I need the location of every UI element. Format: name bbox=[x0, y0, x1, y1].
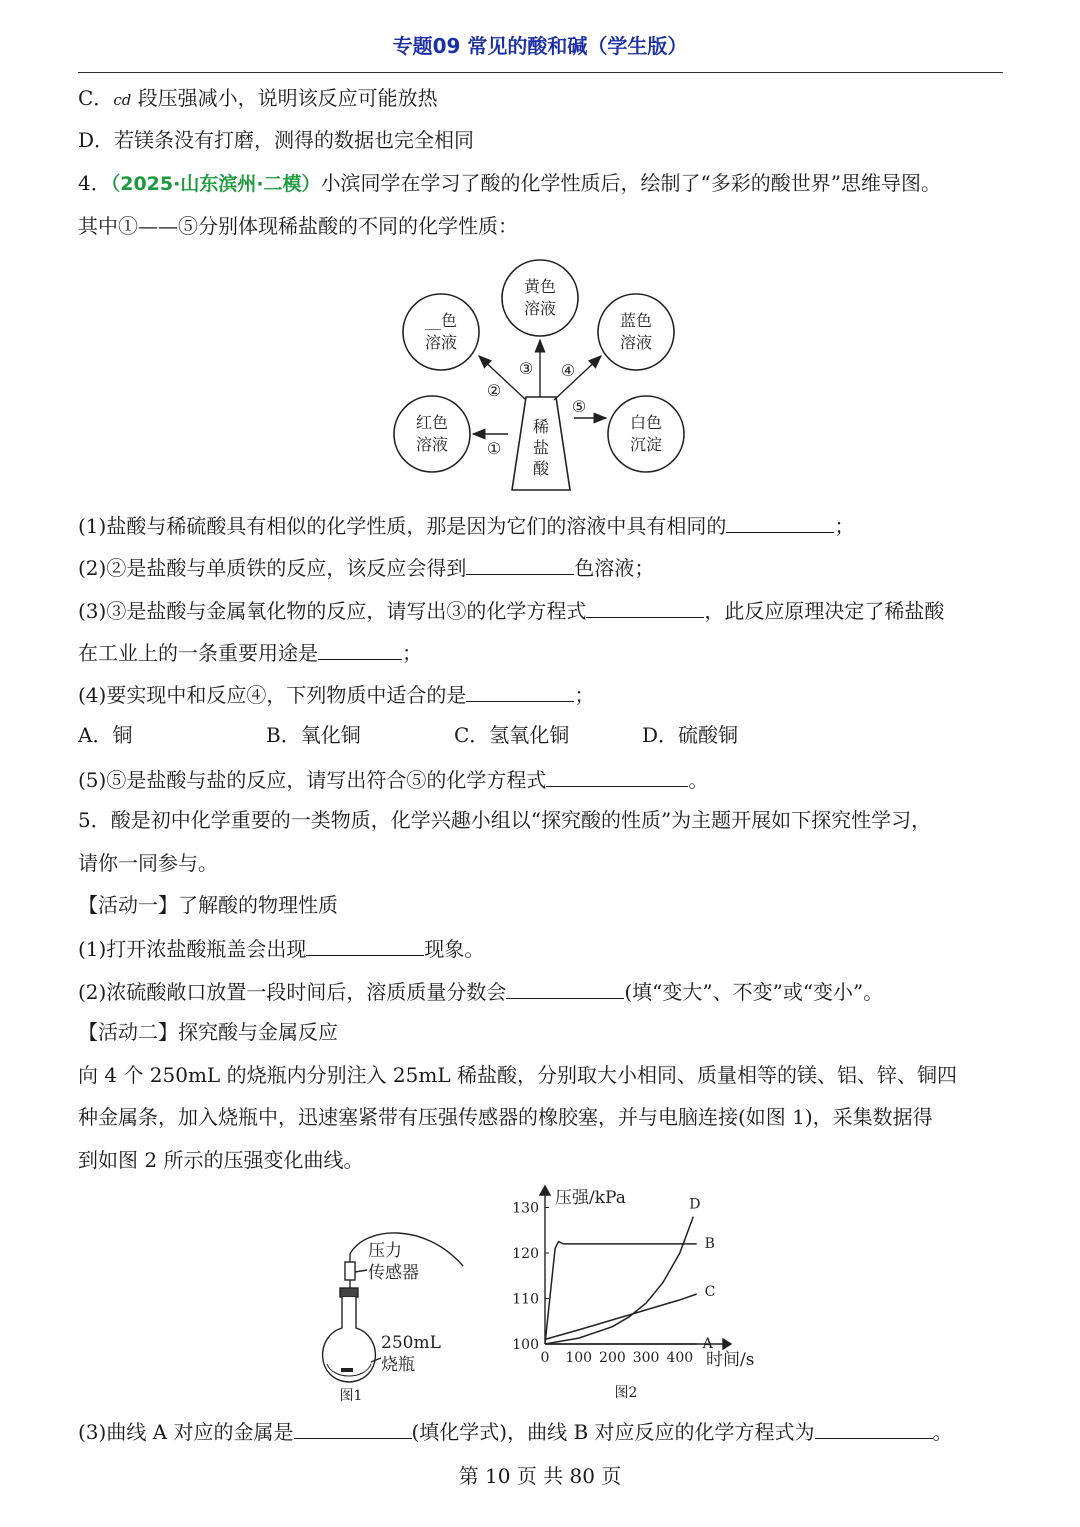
red-label-2: 溶液 bbox=[415, 435, 449, 454]
figure-2-pressure-chart bbox=[505, 1183, 770, 1405]
page-footer: 第 10 页 共 80 页 bbox=[458, 1464, 622, 1488]
x-tick-label: 400 bbox=[666, 1350, 694, 1366]
circle-blue bbox=[598, 294, 674, 370]
choice-d[interactable]: D．硫酸铜 bbox=[642, 723, 739, 747]
header-divider bbox=[78, 72, 1003, 73]
q4-part4-options bbox=[78, 721, 978, 749]
answer-blank[interactable] bbox=[466, 679, 574, 702]
q5-part2: (2)浓硫酸敞口放置一段时间后，溶质质量分数会 (填“变大”、不变”或“变小”。 bbox=[78, 976, 883, 1006]
q4-part2: (2)②是盐酸与单质铁的反应，该反应会得到 色溶液； bbox=[78, 552, 654, 582]
answer-blank[interactable] bbox=[318, 637, 402, 660]
sensor-cable bbox=[350, 1233, 463, 1266]
flask-label-2: 烧瓶 bbox=[381, 1355, 415, 1375]
figure-1-apparatus bbox=[305, 1222, 475, 1407]
activity-two-heading: 【活动二】探究酸与金属反应 bbox=[78, 1020, 338, 1044]
x-tick-label: 100 bbox=[565, 1350, 593, 1366]
circle-white bbox=[608, 396, 684, 472]
curve-label-b: B bbox=[704, 1235, 715, 1252]
q4-part5: (5)⑤是盐酸与盐的反应，请写出符合⑤的化学方程式 。 bbox=[78, 764, 708, 794]
answer-blank[interactable] bbox=[506, 976, 624, 999]
x-axis-arrowhead bbox=[723, 1339, 731, 1349]
y-tick-label: 100 bbox=[512, 1337, 539, 1353]
choice-a[interactable]: A．铜 bbox=[78, 723, 133, 747]
center-char-3: 酸 bbox=[532, 459, 550, 478]
q4-part3-cont: 在工业上的一条重要用途是 ； bbox=[78, 637, 422, 667]
pressure-sensor bbox=[345, 1262, 355, 1280]
mind-map-diagram bbox=[380, 250, 700, 500]
arrow-4-label: ④ bbox=[560, 361, 576, 380]
circle-blank bbox=[403, 294, 479, 370]
answer-blank[interactable] bbox=[466, 552, 574, 575]
q4-part4: (4)要实现中和反应④，下列物质中适合的是 ； bbox=[78, 679, 594, 709]
answer-blank[interactable] bbox=[294, 1416, 412, 1439]
curve-label-a: A bbox=[702, 1336, 713, 1352]
x-axis-label: 时间/s bbox=[706, 1350, 755, 1370]
rubber-stopper bbox=[340, 1288, 358, 1297]
center-char-2: 盐 bbox=[532, 438, 550, 457]
choice-b[interactable]: B．氧化铜 bbox=[266, 723, 361, 747]
curve-b bbox=[545, 1242, 697, 1344]
q4-part3: (3)③是盐酸与金属氧化物的反应，请写出③的化学方程式 ，此反应原理决定了稀盐酸 bbox=[78, 595, 944, 625]
answer-blank[interactable] bbox=[726, 510, 834, 533]
sensor-leader bbox=[355, 1270, 367, 1272]
curve-c bbox=[545, 1294, 697, 1339]
arrow-3-label: ③ bbox=[518, 359, 534, 378]
answer-blank[interactable] bbox=[815, 1416, 933, 1439]
arrow-2-label: ② bbox=[486, 381, 502, 400]
curve-label-c: C bbox=[704, 1283, 716, 1300]
experiment-text-line2: 种金属条，加入烧瓶中，迅速塞紧带有压强传感器的橡胶塞，并与电脑连接(如图 1)，采集数据得 bbox=[78, 1105, 933, 1129]
activity-one-heading: 【活动一】了解酸的物理性质 bbox=[78, 893, 338, 917]
y-axis-label: 压强/kPa bbox=[555, 1188, 626, 1208]
white-label-1: 白色 bbox=[629, 413, 663, 432]
arrow-5-label: ⑤ bbox=[571, 397, 587, 416]
circle-yellow bbox=[502, 260, 578, 336]
blue-label-1: 蓝色 bbox=[619, 311, 653, 330]
figure-2-caption: 图2 bbox=[614, 1385, 638, 1401]
answer-blank[interactable] bbox=[306, 933, 424, 956]
q5-part3: (3)曲线 A 对应的金属是 (填化学式)，曲线 B 对应反应的化学方程式为 。 bbox=[78, 1416, 953, 1446]
metal-strip bbox=[341, 1368, 353, 1372]
sensor-label-2: 传感器 bbox=[368, 1263, 419, 1283]
option-c: C．cd 段压强减小，说明该反应可能放热 bbox=[78, 86, 438, 110]
blank-label-1: __色 bbox=[424, 311, 458, 330]
curve-label-d: D bbox=[689, 1196, 701, 1213]
y-tick-label: 130 bbox=[512, 1200, 539, 1217]
white-label-2: 沉淀 bbox=[629, 435, 663, 454]
blue-label-2: 溶液 bbox=[619, 333, 653, 352]
q4-stem-line2: 其中①——⑤分别体现稀盐酸的不同的化学性质： bbox=[78, 214, 518, 238]
yellow-label-2: 溶液 bbox=[523, 299, 557, 318]
red-label-1: 红色 bbox=[415, 413, 449, 432]
yellow-label-1: 黄色 bbox=[523, 277, 557, 296]
blank-label-2: 溶液 bbox=[424, 333, 458, 352]
choice-c[interactable]: C．氢氧化铜 bbox=[454, 723, 570, 747]
x-tick-label: 0 bbox=[540, 1350, 550, 1366]
circle-red bbox=[394, 396, 470, 472]
q5-stem-line2: 请你一同参与。 bbox=[78, 851, 218, 875]
y-axis-arrowhead bbox=[540, 1186, 550, 1195]
option-d: D．若镁条没有打磨，测得的数据也完全相同 bbox=[78, 128, 475, 152]
answer-blank[interactable] bbox=[546, 764, 688, 787]
page-header: 专题09 常见的酸和碱（学生版） bbox=[392, 34, 688, 58]
q4-part1: (1)盐酸与稀硫酸具有相似的化学性质，那是因为它们的溶液中具有相同的 ； bbox=[78, 510, 854, 540]
answer-blank[interactable] bbox=[586, 595, 704, 618]
q4-source: （2025·山东滨州·二模） bbox=[110, 173, 321, 195]
experiment-text-line1: 向 4 个 250mL 的烧瓶内分别注入 25mL 稀盐酸，分别取大小相同、质量相等的镁、铝、锌、铜四 bbox=[78, 1063, 957, 1087]
center-char-1: 稀 bbox=[532, 417, 550, 436]
figure-1-caption: 图1 bbox=[339, 1388, 363, 1404]
y-tick-label: 110 bbox=[512, 1291, 539, 1308]
x-tick-label: 300 bbox=[632, 1350, 660, 1366]
experiment-text-line3: 到如图 2 所示的压强变化曲线。 bbox=[78, 1148, 364, 1172]
q4-stem-line1: 4．（2025·山东滨州·二模）小滨同学在学习了酸的化学性质后，绘制了“多彩的酸世界”思维导图。 bbox=[78, 171, 942, 195]
curve-d bbox=[545, 1217, 693, 1344]
arrow-1-label: ① bbox=[486, 439, 502, 458]
x-tick-label: 200 bbox=[599, 1350, 626, 1366]
q5-part1: (1)打开浓盐酸瓶盖会出现 现象。 bbox=[78, 933, 484, 963]
y-tick-label: 120 bbox=[512, 1246, 539, 1262]
flask-label-1: 250mL bbox=[381, 1333, 441, 1353]
q5-stem-line1: 5．酸是初中化学重要的一类物质，化学兴趣小组以“探究酸的性质”为主题开展如下探究性学习， bbox=[78, 808, 932, 832]
sensor-label-1: 压力 bbox=[368, 1241, 402, 1261]
